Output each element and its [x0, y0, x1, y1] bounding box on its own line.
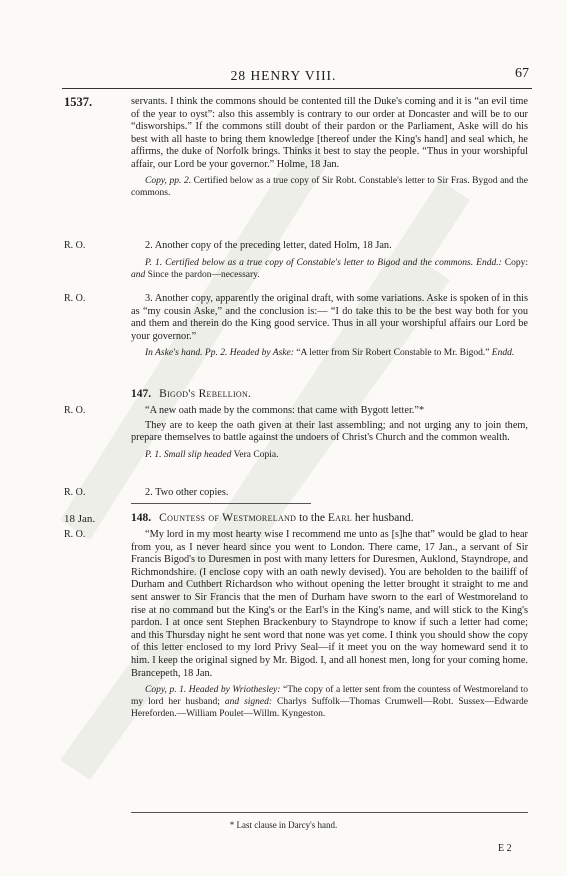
entry-148-body [131, 529, 528, 720]
margin-ro-1: R. O. [64, 240, 86, 251]
entry-147-note: P. 1. Small slip headed Vera Copia. [145, 449, 279, 460]
copy-note [131, 175, 528, 199]
copy-note-lead: Copy, pp. 2. [145, 175, 192, 186]
page-number: 67 [515, 66, 529, 81]
entry-147-heading: 147. Bigod's Rebellion. [131, 388, 252, 400]
entry-148-date: 18 Jan. [64, 513, 96, 525]
margin-ro-4: R. O. [64, 487, 86, 498]
margin-ro-2: R. O. [64, 293, 86, 304]
entry-148-text: “My lord in my most hearty wise I recommend me unto as [s]he that” would be glad to hear from you, as I never heard since you went to London. There came, 17 Jan., a servant of Sir Francis Bigod's to Duresmen in post with many letters for Duresmen, Auklond, Stayndrope, and Richmondshire. (I enclose copy with an oath newly devised). You are beholden to the bailiff of Durham and Cuthbert Richardson who without opening the letter brought it straight to me and sent answer to Sir Francis that the men of Durham have sworn to the earl of Westmoreland to rise at no command but the King's or the Earl's in the King's name, and will stick to the King's pardon. I at once sent Stephen Brackenbury to Stayndrope to know if such a letter had come; and this Thursday night he sent word that none was yet come. I think you should show the copy of this letter enclosed to my lord Privy Seal—if it meet you on the way homeward send it to him. I keep the original signed by Mr. Bigod. I, and all honest men, long for your coming home. Brancepeth, 18 Jan. [131, 529, 528, 679]
item-3 [131, 293, 528, 359]
margin-ro-3: R. O. [64, 405, 86, 416]
margin-ro-5: R. O. [64, 529, 86, 540]
entry-147-item-2: 2. Two other copies. [145, 487, 229, 498]
entry-147-quote: “A new oath made by the commons: that came with Bygott letter.”* [145, 405, 425, 416]
entry-147-body [131, 405, 528, 461]
continued-text: servants. I think the commons should be contented till the Duke's coming and it is “an evil time of the year to oyst”: also this assembly is contrary to our order at Doncaster and will be to our “disworships.” If the commons still doubt of their pardon or the Parliament, Aske will do his best with all haste to bring them knowledge [thereof under the King's hand] and seal which, he affirms, the duke of Norfolk brings. Thinks it best to stay the people. “Thus in your worshipful affair, our Lord be your governor.” Holme, 18 Jan. [131, 96, 528, 170]
item-2-text: 2. Another copy of the preceding letter, dated Holm, 18 Jan. [145, 240, 392, 251]
header-rule [62, 88, 532, 89]
year-marker: 1537. [64, 95, 93, 109]
entry-148-heading: 148. Countess of Westmoreland to the Earl her husband. [131, 512, 414, 524]
item-3-note: In Aske's hand. Pp. 2. Headed by Aske: “A letter from Sir Robert Constable to Mr. Bigod.” Endd. [145, 348, 515, 359]
footnote: * Last clause in Darcy's hand. [229, 820, 338, 830]
entry-147-text: They are to keep the oath given at their last assembling; and not urging any to join them, prepare themselves to battle against the undoers of Christ's Church and the common wealth. [131, 419, 528, 444]
entry-148-note: Copy, p. 1. Headed by Wriothesley: “The copy of a letter sent from the countess of Westmoreland to my lord her husband; and signed: Charlys Suffolk—Thomas Crumwell—Robt. Sussex—Edwarde Hereforden.—William Poulet—Willm. Kyngeston. [131, 685, 528, 720]
copy-note-text: Certified below as a true copy of Sir Robt. Constable's letter to Sir Fras. Bygod and the commons. [131, 175, 528, 198]
item-3-text: 3. Another copy, apparently the original draft, with some variations. Aske is spoken of in this as “my cousin Aske,” and the conclusion is:— “I do take this to be the best way both for you and them and therein do the King good service. Thus in all your worshipful affairs our Lord be your governor.” [131, 293, 528, 342]
running-head: 28 HENRY VIII. [230, 68, 337, 83]
continued-paragraph [131, 96, 528, 199]
signature-mark: E 2 [498, 843, 512, 854]
footnote-rule [131, 812, 528, 813]
item-2-note: P. 1. Certified below as a true copy of Constable's letter to Bigod and the commons. Endd.: Copy: and Since the pardon—necessary. [131, 257, 528, 280]
separator-rule [131, 503, 311, 504]
item-2 [131, 240, 528, 281]
